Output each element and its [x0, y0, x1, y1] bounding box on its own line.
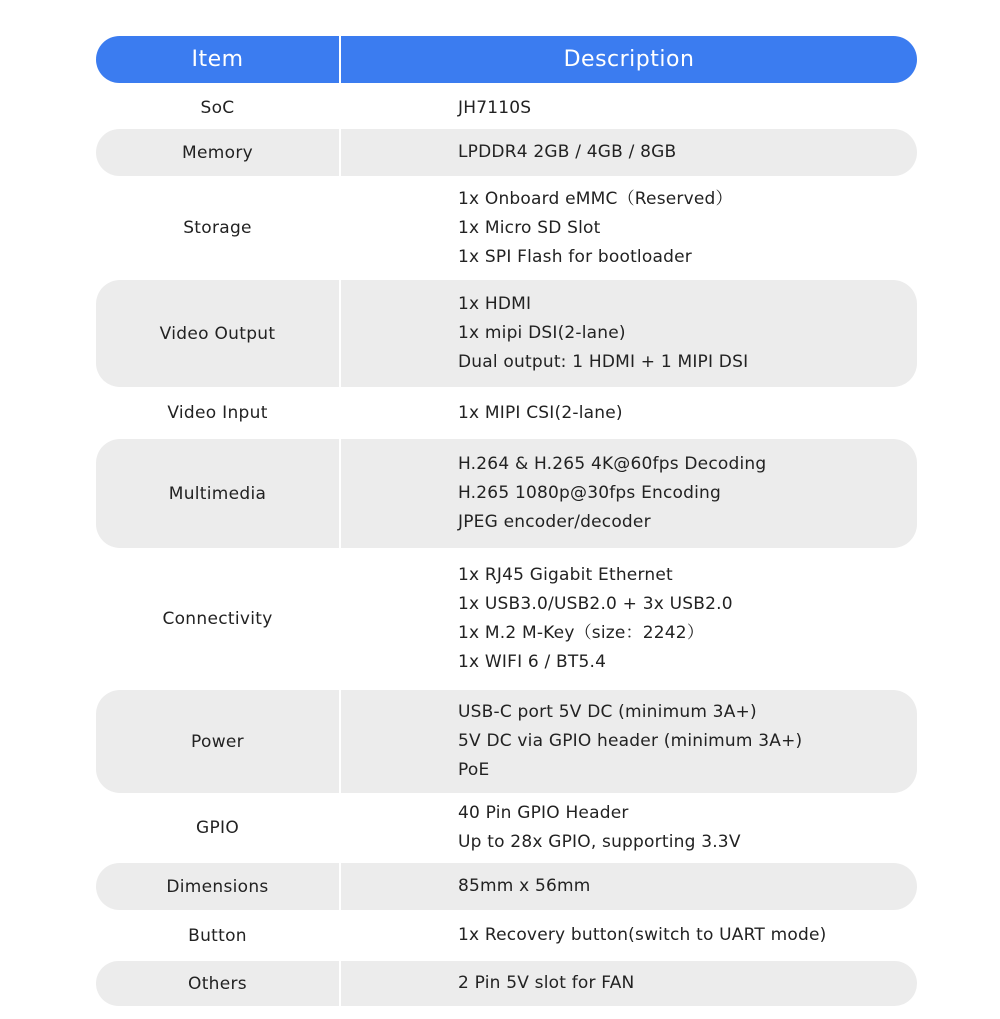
- description-line: 1x Micro SD Slot: [458, 217, 601, 238]
- table-row: [96, 86, 917, 130]
- description-line: JPEG encoder/decoder: [458, 512, 651, 532]
- row-item-label: Multimedia: [168, 483, 267, 504]
- header-item: Item: [191, 47, 244, 72]
- table-row: [96, 961, 917, 1006]
- row-description: [341, 794, 917, 862]
- row-item-label: SoC: [200, 98, 235, 118]
- row-item-label: Video Input: [167, 403, 268, 423]
- description-line: 1x USB3.0/USB2.0 + 3x USB2.0: [458, 594, 733, 614]
- row-description: [341, 690, 917, 793]
- table-row: [96, 177, 917, 279]
- table-row: [96, 129, 917, 176]
- description-line: H.264 & H.265 4K@60fps Decoding: [458, 454, 767, 474]
- description-line: PoE: [458, 760, 490, 780]
- row-item-label: Others: [188, 973, 247, 994]
- description-line: 1x M.2 M-Key（size：2242）: [458, 623, 705, 643]
- description-line: 85mm x 56mm: [458, 876, 591, 896]
- row-description: [341, 863, 917, 910]
- row-item-label: Connectivity: [162, 609, 273, 629]
- table-header: [96, 36, 917, 83]
- description-line: 1x RJ45 Gigabit Ethernet: [458, 565, 673, 585]
- row-description: [341, 439, 917, 548]
- description-line: LPDDR4 2GB / 4GB / 8GB: [458, 142, 677, 162]
- row-item-label: Storage: [183, 218, 252, 238]
- row-item-label: Dimensions: [166, 876, 269, 897]
- table-row: [96, 549, 917, 689]
- description-line: JH7110S: [458, 97, 532, 118]
- description-line: USB-C port 5V DC (minimum 3A+): [458, 702, 757, 722]
- row-description: [341, 388, 917, 438]
- row-item-label: Memory: [182, 142, 253, 163]
- description-line: 1x Onboard eMMC（Reserved）: [458, 188, 733, 209]
- description-line: 1x mipi DSI(2-lane): [458, 323, 626, 343]
- table-row: [96, 439, 917, 548]
- table-row: [96, 794, 917, 862]
- row-description: [341, 911, 917, 960]
- row-description: [341, 549, 917, 689]
- description-line: 1x WIFI 6 / BT5.4: [458, 652, 607, 672]
- row-item-label: Power: [191, 731, 244, 752]
- table-row: [96, 280, 917, 387]
- description-line: H.265 1080p@30fps Encoding: [458, 483, 722, 503]
- row-item-label: Video Output: [159, 323, 276, 344]
- description-line: 1x HDMI: [458, 294, 532, 314]
- description-line: Up to 28x GPIO, supporting 3.3V: [458, 832, 741, 852]
- description-line: 1x MIPI CSI(2-lane): [458, 402, 623, 423]
- description-line: Dual output: 1 HDMI + 1 MIPI DSI: [458, 352, 749, 372]
- description-line: 1x Recovery button(switch to UART mode): [458, 925, 827, 945]
- description-line: 5V DC via GPIO header (minimum 3A+): [458, 731, 803, 751]
- row-description: [341, 961, 917, 1006]
- row-description: [341, 280, 917, 387]
- description-line: 2 Pin 5V slot for FAN: [458, 973, 635, 993]
- header-description: Description: [563, 47, 695, 72]
- description-line: 40 Pin GPIO Header: [458, 803, 629, 823]
- row-description: [341, 86, 917, 130]
- table-row: [96, 911, 917, 960]
- description-line: 1x SPI Flash for bootloader: [458, 246, 692, 267]
- table-row: [96, 690, 917, 793]
- row-item-label: GPIO: [195, 818, 240, 838]
- row-item-label: Button: [188, 925, 247, 946]
- table-row: [96, 388, 917, 438]
- table-row: [96, 863, 917, 910]
- row-description: [341, 177, 917, 279]
- row-description: [341, 129, 917, 176]
